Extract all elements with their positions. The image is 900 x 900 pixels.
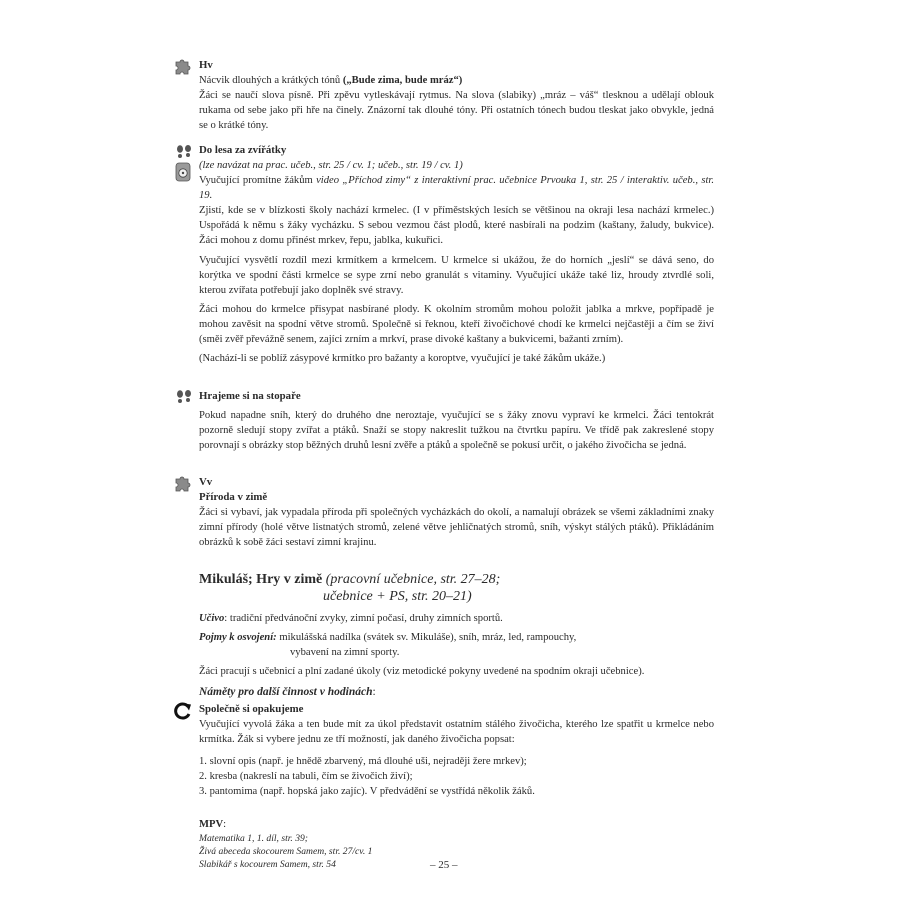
lesson-title-line2 bbox=[199, 588, 714, 605]
pojmy-continuation: vybavení na zimní sporty. bbox=[290, 647, 400, 659]
footprints-icon bbox=[175, 390, 193, 404]
lesson-reference-1: (pracovní učebnice, str. 27–28; bbox=[325, 572, 501, 587]
puzzle-icon bbox=[175, 59, 193, 75]
section-namety bbox=[199, 684, 714, 799]
ucivo-text: : tradiční předvánoční zvyky, zimní počasí, druhy zimních sportů. bbox=[224, 613, 503, 624]
list-item: 1. slovní opis (např. je hnědě zbarvený, má dlouhé uši, nejraději žere mrkev); bbox=[199, 756, 527, 768]
pojmy-label: Pojmy k osvojení: bbox=[199, 632, 277, 644]
reference-note: (lze navázat na prac. učeb., str. 25 / cv. 1; učeb., str. 19 / cv. 1) bbox=[199, 160, 463, 171]
activities-heading: Náměty pro další činnost v hodinách: bbox=[199, 686, 376, 698]
pojmy-line bbox=[199, 630, 714, 645]
interactive-disc-icon bbox=[175, 162, 191, 182]
pojmy-text: mikulášská nadílka (svátek sv. Mikuláše), sníh, mráz, led, rampouchy, bbox=[276, 632, 577, 644]
mpv-item: Matematika 1, 1. díl, str. 39; bbox=[199, 833, 308, 844]
section-title: Hv bbox=[199, 59, 213, 71]
paragraph: (Nachází-li se poblíž zásypové krmítko pro bažanty a koroptve, vyučující je také žákům ukáže.) bbox=[199, 353, 606, 365]
page-number: – 25 – bbox=[430, 859, 458, 871]
lesson-title-text: Mikuláš; Hry v zimě bbox=[199, 572, 323, 587]
ucivo-line bbox=[199, 611, 714, 626]
section-hv bbox=[199, 58, 714, 133]
section-stopari bbox=[199, 389, 714, 453]
puzzle-icon bbox=[175, 476, 193, 492]
activities-heading-text: Náměty pro další činnost v hodinách bbox=[199, 686, 373, 698]
paragraph: Zjistí, kde se v blízkosti školy nachází krmelec. (I v příměstských lesích se většinou na okraji lesa nachází krmelec.) Uspořádá k němu s žáky vycházku. S sebou vezmou část plodů, které nasbírali na podzim (kaštany, žaludy, bukvice). Žáci mohou z domu přinést mrkev, řepu, jablka, kukuřici. bbox=[199, 205, 714, 247]
section-vv bbox=[199, 475, 714, 550]
lesson-title bbox=[199, 571, 714, 588]
footprints-icon bbox=[175, 145, 193, 159]
paragraph: Vyučující vysvětlí rozdíl mezi krmítkem a krmelcem. U krmelce si ukážou, že do horních „jeslí“ se dává seno, do korýtka ve spodní části krmelce se sype zrní nebo granulát s vitaminy. Vyučující ukáže také liz, hroudy ztvrdlé soli, kterou zvířata potřebují jako doplněk své stravy. bbox=[199, 254, 714, 296]
video-intro: Vyučující promítne žákům bbox=[199, 175, 317, 187]
mpv-title: MPV: bbox=[199, 819, 227, 830]
song-intro: Nácvik dlouhých a krátkých tónů bbox=[199, 75, 343, 86]
section-title: Hrajeme si na stopaře bbox=[199, 390, 301, 402]
section-mikulas bbox=[199, 571, 714, 679]
section-title: Vv bbox=[199, 476, 213, 488]
paragraph: Pokud napadne sníh, který do druhého dne neroztaje, vyučující se s žáky znovu vypraví ke krmelci. Žáci tentokrát pozorně sledují stopy zvířat a ptáků. Snaží se stopy nakreslit tužkou na čtvrtku papíru. Ve třídě pak zakreslené stopy porovnají s obrázky stop běžných druhů lesní zvěře a ptáků a společně se pokusí určit, o jakého živočicha se jedná. bbox=[199, 410, 714, 452]
paragraph: Žáci si vybaví, jak vypadala příroda při společných vycházkách do okolí, a namalují obrázek se všemi základními znaky zimní přírody (holé větve listnatých stromů, zelené větve jehličnatých stromů, sníh, výskyt stálých ptáků). Přikládáním obrázků k sobě žáci sestaví zimní krajinu. bbox=[199, 507, 714, 549]
video-reference: video „Příchod zimy“ z interaktivní prac. učebnice Prvouka 1, str. 25 / interaktiv. učeb., str. 19. bbox=[199, 175, 714, 202]
section-title: Do lesa za zvířátky bbox=[199, 144, 287, 156]
lesson-reference-2: učebnice + PS, str. 20–21) bbox=[323, 589, 472, 604]
song-title: („Bude zima, bude mráz“) bbox=[342, 75, 463, 86]
section-do-lesa bbox=[199, 143, 714, 366]
list-item: 2. kresba (nakreslí na tabuli, čím se živočich živí); bbox=[199, 771, 413, 783]
song-line bbox=[199, 73, 714, 88]
section-title: Společně si opakujeme bbox=[199, 703, 304, 715]
repeat-arrow-icon bbox=[173, 702, 193, 720]
ucivo-label: Učivo bbox=[199, 613, 225, 624]
paragraph: Žáci mohou do krmelce přisypat nasbírané plody. K okolním stromům mohou položit jablka a mrkve, popřípadě je mohou zavěsit na spodní větve stromů. Společně si řeknou, kteří živočichové chodí ke krmelci nejčastěji a čím se živí (směi zvěř převážně senem, zajíci zrním a mrkví, prase divoké kaštany a bukvicemi, bažanti zrním). bbox=[199, 303, 714, 346]
paragraph: Žáci pracují s učebnicí a plní zadané úkoly (viz metodické pokyny uvedené na spodním okraji učebnice). bbox=[199, 666, 645, 678]
section-subtitle: Příroda v zimě bbox=[199, 491, 268, 503]
paragraph: Žáci se naučí slova písně. Při zpěvu vytleskávají rytmus. Na slova (slabiky) „mráz – váš“ tlesknou a udělají oblouk rukama od sebe jako při hře na činely. Znázorní tak dlouhé tóny. Při ostatních tónech budou tleskat jako obvykle, jedná se o krátké tóny. bbox=[199, 90, 714, 132]
mpv-item: Živá abeceda skocourem Samem, str. 27/cv. 1 bbox=[199, 846, 373, 857]
mpv-item: Slabikář s kocourem Samem, str. 54 bbox=[199, 859, 336, 870]
paragraph: Vyučující vyvolá žáka a ten bude mít za úkol představit ostatním stálého živočicha, kterého lze spatřit u krmelce nebo krmítka. Žák si vybere jednu ze tří možností, jak daného živočicha popsat: bbox=[199, 719, 714, 746]
list-item: 3. pantomima (např. hopská jako zajíc). V předvádění se vystřídá několik žáků. bbox=[199, 786, 535, 798]
video-paragraph bbox=[199, 173, 714, 203]
